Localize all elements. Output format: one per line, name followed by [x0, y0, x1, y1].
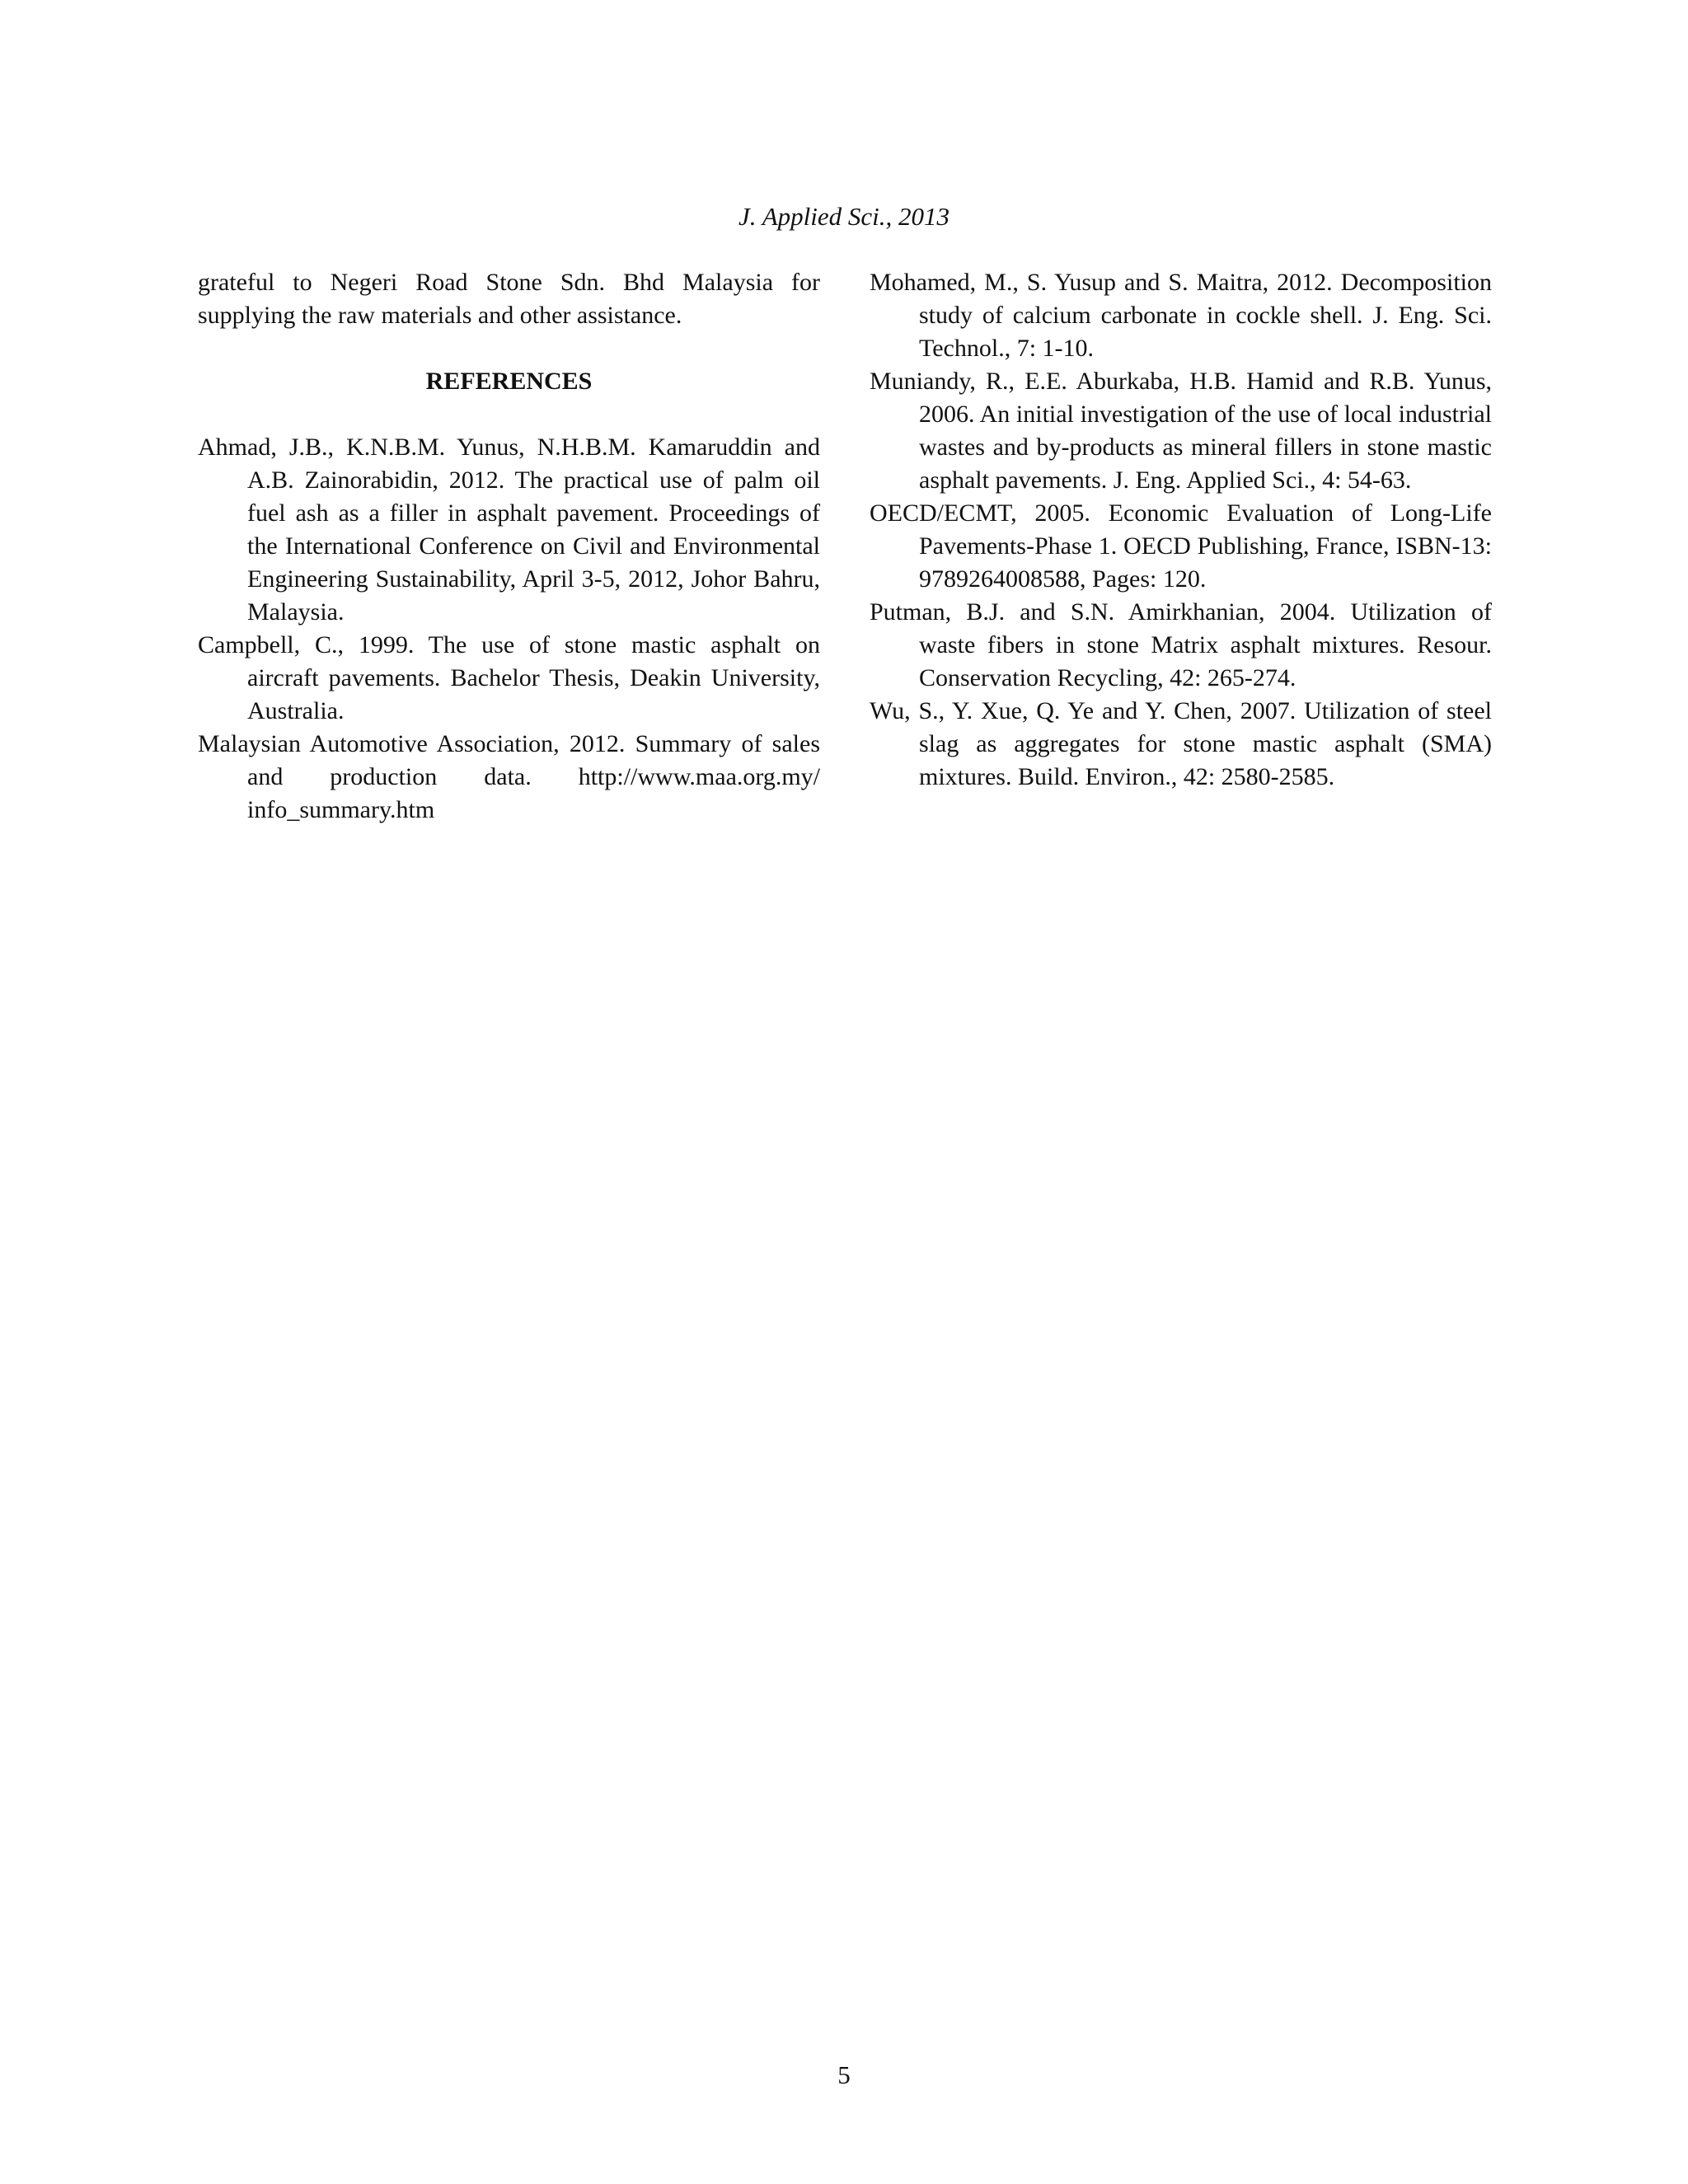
reference-entry: OECD/ECMT, 2005. Economic Evaluation of Long-Life Pavements-Phase 1. OECD Publishing, France, ISBN-13: 9789264008588, Pages: 120. — [870, 499, 1492, 593]
references-heading: REFERENCES — [425, 368, 593, 395]
reference-entry: Campbell, C., 1999. The use of stone mastic asphalt on aircraft pavements. Bachelor Thesis, Deakin University, Australia. — [198, 631, 820, 724]
left-column — [198, 266, 820, 827]
running-head: J. Applied Sci., 2013 — [738, 202, 950, 231]
page-number: 5 — [837, 2060, 851, 2089]
reference-entry: Ahmad, J.B., K.N.B.M. Yunus, N.H.B.M. Kamaruddin and A.B. Zainorabidin, 2012. The practical use of palm oil fuel ash as a filler in asphalt pavement. Proceedings of the International Conference on Civil and Environmental Engineering Sustainability, April 3-5, 2012, Johor Bahru, Malaysia. — [198, 434, 820, 626]
acknowledgement-paragraph: grateful to Negeri Road Stone Sdn. Bhd Malaysia for supplying the raw materials and other assistance. — [198, 269, 820, 329]
reference-entry: Putman, B.J. and S.N. Amirkhanian, 2004. Utilization of waste fibers in stone Matrix asphalt mixtures. Resour. Conservation Recycling, 42: 265-274. — [870, 598, 1492, 691]
reference-entry: Wu, S., Y. Xue, Q. Ye and Y. Chen, 2007. Utilization of steel slag as aggregates for stone mastic asphalt (SMA) mixtures. Build. Environ., 42: 2580-2585. — [870, 697, 1492, 790]
reference-entry: Muniandy, R., E.E. Aburkaba, H.B. Hamid and R.B. Yunus, 2006. An initial investigation of the use of local industrial wastes and by-products as mineral fillers in stone mastic asphalt pavements. J. Eng. Applied Sci., 4: 54-63. — [870, 368, 1492, 494]
reference-entry: Mohamed, M., S. Yusup and S. Maitra, 2012. Decomposition study of calcium carbonate in cockle shell. J. Eng. Sci. Technol., 7: 1-10. — [870, 269, 1492, 362]
right-column — [870, 266, 1492, 794]
reference-entry: Malaysian Automotive Association, 2012. Summary of sales and production data. http://www.maa.org.my/ info_summary.htm — [198, 730, 820, 823]
